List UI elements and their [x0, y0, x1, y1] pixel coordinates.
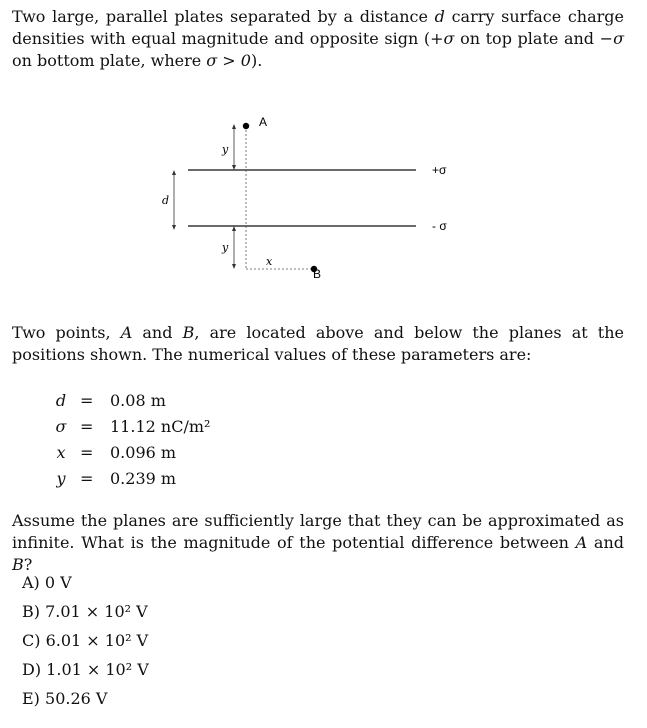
param-equals: =: [80, 443, 94, 462]
y-bottom-arrow-down: [232, 264, 236, 269]
choice-value: 50.26 V: [45, 689, 108, 708]
intro-text: carry surface charge densities with equal magnitude and opposite sign (: [12, 7, 624, 48]
positions-paragraph: [12, 322, 624, 366]
param-equals: =: [80, 417, 94, 436]
point-a-dot: [243, 123, 249, 129]
prompt-b: B: [12, 555, 24, 574]
param-symbol: d: [55, 391, 67, 410]
choice-letter: B): [22, 602, 40, 621]
choice-letter: D): [22, 660, 42, 679]
intro-text: ).: [250, 51, 263, 70]
y-bottom-arrow-up: [232, 226, 236, 231]
y-top-arrow-down: [232, 165, 236, 170]
choice-letter: A): [22, 573, 40, 592]
param-symbol: σ: [55, 417, 67, 436]
param-value: 0.08 m: [110, 391, 166, 410]
choice-letter: E): [22, 689, 40, 708]
choice-b[interactable]: [22, 601, 148, 623]
y-top-arrow-up: [232, 124, 236, 129]
positions-b: B: [182, 323, 195, 342]
param-symbol: y: [56, 469, 66, 488]
choice-value: 1.01 × 10² V: [46, 660, 149, 679]
positions-text: and: [132, 323, 183, 342]
prompt-text: Assume the planes are sufficiently large that they can be approximated as infinite. What is the magnitude of the potential difference between: [12, 511, 624, 552]
point-a-label: A: [259, 115, 268, 129]
prompt-paragraph: [12, 510, 624, 576]
label-y-bottom: y: [222, 241, 229, 254]
positions-a: A: [120, 323, 133, 342]
choice-c[interactable]: [22, 630, 148, 652]
choice-value: 6.01 × 10² V: [45, 631, 149, 650]
choice-value: 0 V: [44, 573, 72, 592]
positions-text: , are located above and below the planes at the positions shown. The numerical values of these parameters are:: [12, 323, 625, 364]
param-value: 11.12 nC/m²: [110, 417, 211, 436]
intro-d: d: [434, 7, 445, 26]
positions-text: Two points,: [12, 323, 121, 342]
choice-value: 7.01 × 10² V: [45, 602, 148, 621]
d-arrow-up: [172, 170, 176, 175]
point-b-label: B: [313, 267, 322, 281]
intro-text: Two large, parallel plates separated by a distance: [12, 7, 435, 26]
intro-paragraph: [12, 6, 624, 72]
top-plate-label: +σ: [432, 163, 447, 177]
intro-minus-sigma: −σ: [599, 29, 624, 48]
prompt-text: and: [587, 533, 625, 552]
intro-text: on bottom plate, where: [12, 51, 207, 70]
param-equals: =: [80, 391, 94, 410]
param-value: 0.239 m: [110, 469, 177, 488]
prompt-text: ?: [23, 555, 33, 574]
param-equals: =: [80, 469, 94, 488]
prompt-a: A: [575, 533, 588, 552]
intro-plus-sigma: +σ: [430, 29, 455, 48]
label-y-top: y: [222, 143, 229, 156]
choice-letter: C): [22, 631, 41, 650]
label-x: x: [266, 255, 273, 268]
label-d: d: [162, 194, 170, 207]
intro-text: on top plate and: [454, 29, 600, 48]
d-arrow-down: [172, 225, 176, 230]
parallel-plates-diagram: [150, 112, 470, 286]
choice-d[interactable]: [22, 659, 149, 681]
bottom-plate-label: - σ: [432, 219, 447, 233]
intro-condition: σ > 0: [206, 51, 251, 70]
param-symbol: x: [56, 443, 66, 462]
choice-e[interactable]: [22, 688, 107, 710]
choice-a[interactable]: [22, 572, 72, 594]
param-value: 0.096 m: [110, 443, 177, 462]
